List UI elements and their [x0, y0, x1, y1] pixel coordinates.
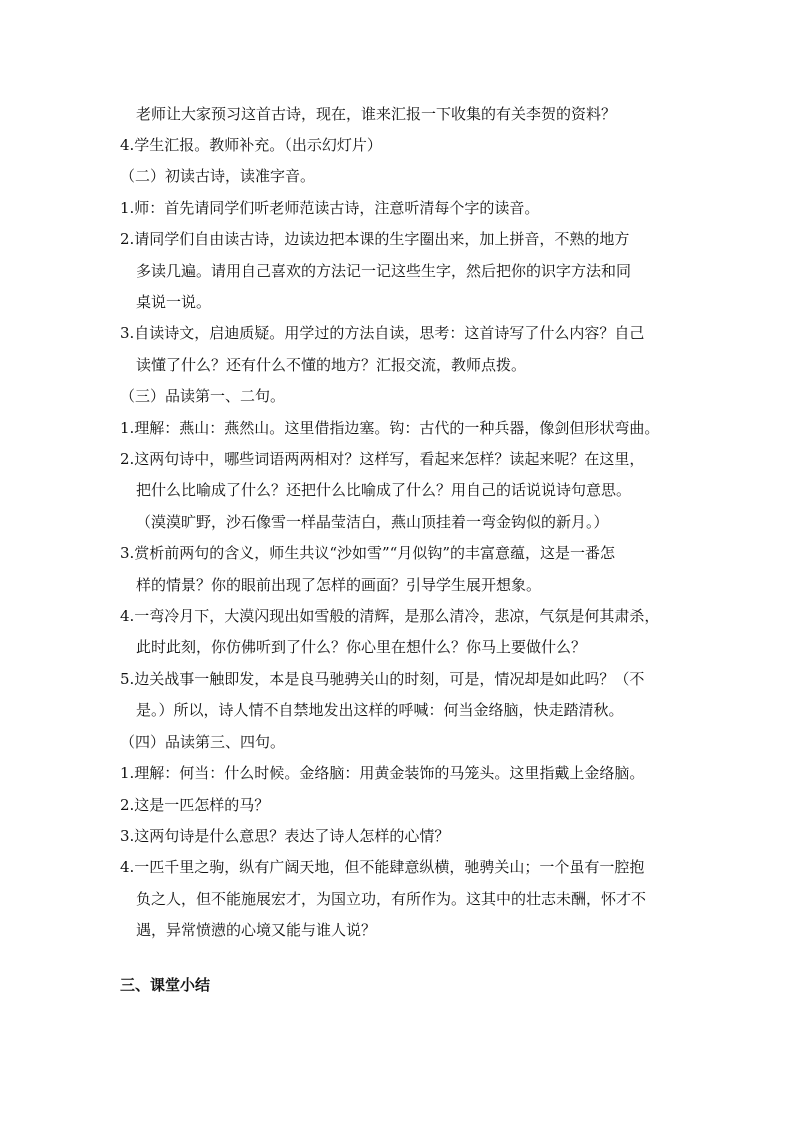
section-heading-bold: 三、课堂小结	[120, 976, 211, 994]
text-line: 负之人，但不能施展宏才，为国立功，有所作为。这其中的壮志未酬，怀才不	[136, 890, 647, 908]
text-line: 3.自读诗文，启迪质疑。用学过的方法自读，思考：这首诗写了什么内容？自己	[120, 324, 645, 342]
text-line: （漠漠旷野，沙石像雪一样晶莹洁白，燕山顶挂着一弯金钩似的新月。）	[136, 513, 609, 531]
text-line: 4.学生汇报。教师补充。（出示幻灯片）	[120, 136, 382, 154]
text-line: 5.边关战事一触即发，本是良马驰骋关山的时刻，可是，情况却是如此吗？（不	[120, 670, 645, 688]
section-heading: （四）品读第三、四句。	[120, 733, 286, 751]
text-line: 样的情景？你的眼前出现了怎样的画面？引导学生展开想象。	[136, 576, 542, 594]
text-line: 1.理解：燕山：燕然山。这里借指边塞。钩：古代的一种兵器，像剑但形状弯曲。	[120, 419, 660, 437]
text-line: 2.这是一匹怎样的马？	[120, 796, 270, 814]
text-line: 3.赏析前两句的含义，师生共议“沙如雪”“月似钩”的丰富意蕴，这是一番怎	[120, 544, 615, 562]
text-line: 多读几遍。请用自己喜欢的方法记一记这些生字，然后把你的识字方法和同	[136, 262, 632, 280]
text-line: 是。）所以，诗人情不自禁地发出这样的呼喊：何当金络脑，快走踏清秋。	[136, 701, 624, 719]
text-line: 3.这两句诗是什么意思？表达了诗人怎样的心情？	[120, 827, 450, 845]
section-heading: （二）初读古诗，读准字音。	[120, 167, 316, 185]
text-line: 桌说一说。	[136, 293, 212, 311]
text-line: 2.请同学们自由读古诗，边读边把本课的生字圈出来，加上拼音，不熟的地方	[120, 230, 630, 248]
text-line: 老师让大家预习这首古诗，现在，谁来汇报一下收集的有关李贺的资料？	[136, 105, 617, 123]
text-line: 把什么比喻成了什么？还把什么比喻成了什么？用自己的话说说诗句意思。	[136, 481, 632, 499]
text-line: 4.一匹千里之驹，纵有广阔天地，但不能肆意纵横，驰骋关山；一个虽有一腔抱	[120, 858, 645, 876]
text-line: 2.这两句诗中，哪些词语两两相对？这样写，看起来怎样？读起来呢？在这里，	[120, 450, 645, 468]
text-line: 4.一弯冷月下，大漠闪现出如雪般的清辉，是那么清冷，悲凉，气氛是何其肃杀，	[120, 607, 660, 625]
text-line: 遇，异常愤懑的心境又能与谁人说？	[136, 921, 377, 939]
text-line: 1.师：首先请同学们听老师范读古诗，注意听清每个字的读音。	[120, 199, 540, 217]
text-line: 读懂了什么？还有什么不懂的地方？汇报交流，教师点拨。	[136, 356, 527, 374]
text-line: 此时此刻，你仿佛听到了什么？你心里在想什么？你马上要做什么？	[136, 638, 587, 656]
text-line: 1.理解：何当：什么时候。金络脑：用黄金装饰的马笼头。这里指戴上金络脑。	[120, 764, 645, 782]
section-heading: （三）品读第一、二句。	[120, 387, 286, 405]
